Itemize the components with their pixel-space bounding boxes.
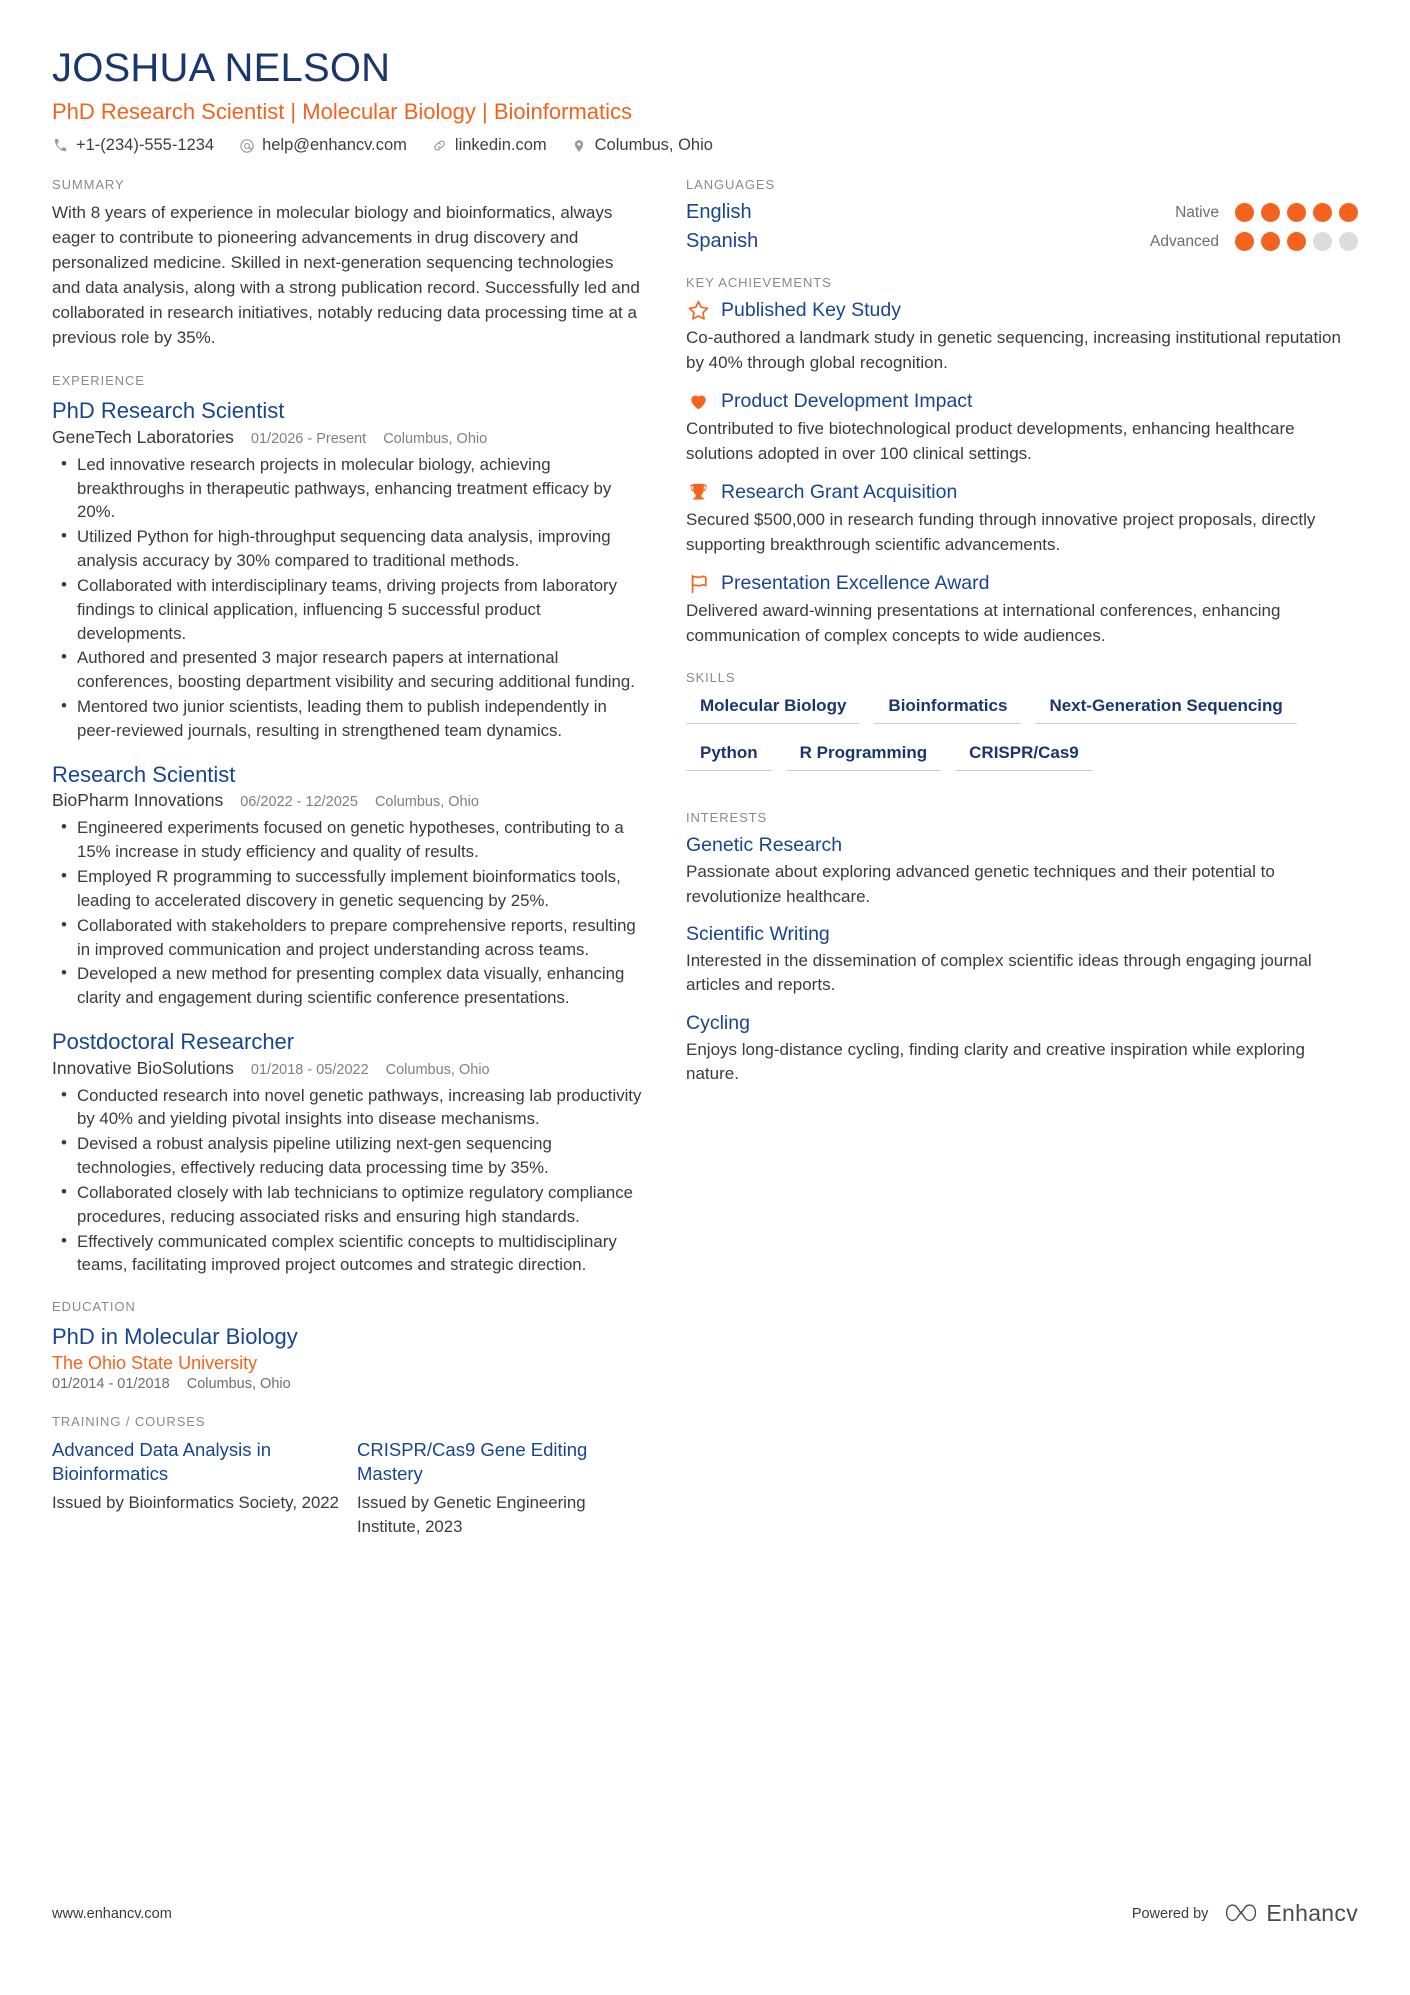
summary-text: With 8 years of experience in molecular biology and bioinformatics, always eager to contribute to pioneering advancements in drug discovery and personalized medicine. Skilled in next-generation sequencing technologies and data analysis, along with a strong publication record. Successfully led and collaborated in research initiatives, notably reducing data processing time at a previous role by 35%. [52, 203, 640, 348]
section-achievements [686, 275, 1358, 648]
experience-section-title: EXPERIENCE [52, 373, 145, 389]
experience-bullet: • Authored and presented 3 major research papers at international conferences, boosting department visibility and securing additional funding. [52, 646, 644, 694]
skill-tag: Bioinformatics [874, 694, 1021, 724]
experience-bullets [52, 1084, 644, 1278]
experience-list [52, 397, 644, 1277]
experience-bullet: • Led innovative research projects in molecular biology, achieving breakthroughs in therapeutic pathways, enhancing treatment efficacy by 20%. [52, 453, 644, 525]
star-outline-icon [686, 299, 711, 322]
experience-bullet: • Effectively communicated complex scientific concepts to multidisciplinary teams, facilitating improved project outcomes and strategic direction. [52, 1230, 644, 1278]
experience-company: GeneTech Laboratories [52, 426, 234, 447]
trophy-icon [686, 481, 711, 504]
section-interests [686, 810, 1358, 1087]
achievement-item [686, 390, 1358, 466]
experience-entry [52, 1028, 644, 1277]
experience-meta [52, 790, 644, 811]
powered-by-label: Powered by [1131, 1905, 1209, 1922]
proficiency-dot [1235, 203, 1254, 222]
interest-name: Genetic Research [686, 834, 843, 857]
footer-branding [1132, 1900, 1358, 1927]
contact-location [571, 136, 713, 155]
achievement-item [686, 481, 1358, 557]
education-section-title: EDUCATION [52, 1299, 136, 1315]
training-issuer: Issued by Bioinformatics Society, 2022 [52, 1493, 339, 1513]
experience-location: Columbus, Ohio [374, 794, 479, 811]
section-skills [686, 670, 1358, 788]
flag-outline-icon [686, 572, 711, 595]
contact-email[interactable] [238, 136, 407, 155]
experience-bullet: • Collaborated closely with lab technicians to optimize regulatory compliance procedures, reducing associated risks and ensuring high standards. [52, 1181, 644, 1229]
language-level: Native [1175, 203, 1219, 221]
section-languages [686, 177, 1358, 253]
contact-email-text: help@enhancv.com [262, 136, 407, 155]
experience-bullets [52, 816, 644, 1010]
proficiency-dot [1339, 232, 1358, 251]
achievement-head [686, 299, 1358, 322]
experience-company: BioPharm Innovations [52, 790, 224, 811]
proficiency-dot [1313, 203, 1332, 222]
experience-role: PhD Research Scientist [52, 398, 285, 424]
experience-bullet: • Utilized Python for high-throughput sequencing data analysis, improving analysis accuracy by 30% compared to traditional methods. [52, 525, 644, 573]
interest-desc: Interested in the dissemination of complex scientific ideas through engaging journal articles and reports. [686, 950, 1312, 995]
skills-list [686, 694, 1358, 788]
skills-section-title: SKILLS [686, 670, 736, 686]
proficiency-dot [1261, 232, 1280, 251]
interest-desc: Passionate about exploring advanced genetic techniques and their potential to revolutionize healthcare. [686, 862, 1275, 906]
training-name: CRISPR/Cas9 Gene Editing Mastery [357, 1438, 588, 1484]
language-name: Spanish [686, 230, 759, 253]
achievement-desc: Contributed to five biotechnological product developments, enhancing healthcare solutions adopted in over 100 clinical settings. [686, 419, 1295, 463]
right-column [664, 169, 1358, 1087]
training-item [357, 1438, 662, 1538]
training-issuer: Issued by Genetic Engineering Institute, 2023 [357, 1493, 586, 1536]
language-row [686, 230, 1358, 253]
training-item [52, 1438, 357, 1538]
proficiency-dot [1287, 232, 1306, 251]
contact-linkedin-text: linkedin.com [454, 136, 547, 155]
interests-section-title: INTERESTS [686, 810, 768, 826]
achievement-item [686, 572, 1358, 648]
experience-bullet: • Collaborated with stakeholders to prepare comprehensive reports, resulting in improved communication and project understanding across teams. [52, 914, 644, 962]
experience-meta [52, 1058, 644, 1079]
experience-role: Research Scientist [52, 761, 236, 787]
footer-url[interactable]: www.enhancv.com [52, 1905, 172, 1922]
interest-item [686, 923, 1358, 998]
experience-bullet: • Mentored two junior scientists, leading them to publish independently in peer-reviewed journals, resulting in strengthened team dynamics. [52, 695, 644, 743]
experience-role: Postdoctoral Researcher [52, 1029, 295, 1055]
skill-tag: CRISPR/Cas9 [955, 741, 1093, 771]
experience-bullet: • Devised a robust analysis pipeline utilizing next-gen sequencing technologies, effectively reducing data processing time by 35%. [52, 1132, 644, 1180]
enhancv-mark-icon [1224, 1901, 1258, 1927]
section-summary [52, 177, 644, 351]
proficiency-dot [1287, 203, 1306, 222]
enhancv-wordmark: Enhancv [1266, 1900, 1358, 1926]
language-proficiency-dots [1235, 232, 1358, 251]
experience-dates: 01/2018 - 05/2022 [250, 1061, 369, 1078]
resume-header [52, 46, 1358, 155]
experience-bullets [52, 453, 644, 743]
section-education [52, 1299, 644, 1392]
location-pin-icon [571, 137, 588, 154]
proficiency-dot [1339, 203, 1358, 222]
achievements-list [686, 299, 1358, 648]
skill-tag: Next-Generation Sequencing [1035, 694, 1296, 724]
language-name: English [686, 201, 752, 224]
training-section-title: TRAINING / COURSES [52, 1413, 206, 1429]
experience-entry [52, 397, 644, 743]
experience-bullet: • Collaborated with interdisciplinary teams, driving projects from laboratory findings to clinical application, influencing 5 successful product developments. [52, 574, 644, 646]
interest-name: Scientific Writing [686, 922, 830, 945]
interest-name: Cycling [686, 1011, 750, 1034]
interest-item [686, 1012, 1358, 1087]
training-name: Advanced Data Analysis in Bioinformatics [52, 1438, 272, 1484]
experience-dates: 01/2026 - Present [250, 430, 367, 447]
candidate-name: JOSHUA NELSON [52, 46, 391, 90]
language-row [686, 201, 1358, 224]
languages-list [686, 201, 1358, 253]
experience-bullet: • Engineered experiments focused on genetic hypotheses, contributing to a 15% increase in study efficiency and quality of results. [52, 816, 644, 864]
education-list [52, 1323, 644, 1392]
education-entry [52, 1323, 644, 1392]
interest-desc: Enjoys long-distance cycling, finding clarity and creative inspiration while exploring nature. [686, 1039, 1305, 1084]
proficiency-dot [1235, 232, 1254, 251]
candidate-headline: PhD Research Scientist | Molecular Biology | Bioinformatics [52, 98, 632, 124]
language-level: Advanced [1150, 232, 1219, 250]
education-degree: PhD in Molecular Biology [52, 1324, 298, 1350]
contact-phone[interactable] [52, 136, 214, 155]
experience-entry [52, 761, 644, 1010]
proficiency-dot [1261, 203, 1280, 222]
contact-location-text: Columbus, Ohio [594, 136, 713, 155]
interest-item [686, 834, 1358, 909]
proficiency-dot [1313, 232, 1332, 251]
achievements-section-title: KEY ACHIEVEMENTS [686, 275, 832, 291]
experience-dates: 06/2022 - 12/2025 [240, 794, 358, 811]
experience-meta [52, 427, 644, 448]
section-training [52, 1414, 644, 1538]
phone-icon [52, 137, 69, 154]
education-school: The Ohio State University [52, 1352, 258, 1373]
achievement-title: Presentation Excellence Award [721, 572, 990, 595]
contact-linkedin[interactable] [431, 136, 547, 155]
link-icon [431, 137, 448, 154]
achievement-item [686, 299, 1358, 375]
experience-company: Innovative BioSolutions [52, 1057, 234, 1078]
enhancv-logo [1224, 1900, 1358, 1927]
email-icon [238, 137, 255, 154]
achievement-title: Research Grant Acquisition [721, 481, 958, 504]
training-list [52, 1438, 644, 1538]
achievement-head [686, 390, 1358, 413]
achievement-desc: Co-authored a landmark study in genetic sequencing, increasing institutional reputation by 40% through global recognition. [686, 328, 1341, 372]
experience-bullet: • Conducted research into novel genetic pathways, increasing lab productivity by 40% and yielding pivotal insights into disease mechanisms. [52, 1084, 644, 1132]
languages-section-title: LANGUAGES [686, 177, 776, 193]
achievement-desc: Secured $500,000 in research funding through innovative project proposals, directly supporting breakthrough scientific advancements. [686, 510, 1316, 554]
language-proficiency-dots [1235, 203, 1358, 222]
contact-row [52, 136, 1358, 155]
experience-bullet: • Employed R programming to successfully implement bioinformatics tools, leading to accelerated discovery in genetic sequencing by 25%. [52, 865, 644, 913]
achievement-title: Product Development Impact [721, 390, 973, 413]
achievement-desc: Delivered award-winning presentations at international conferences, enhancing communication of complex concepts to wide audiences. [686, 601, 1281, 645]
experience-location: Columbus, Ohio [383, 430, 488, 447]
education-dates: 01/2014 - 01/2018 [52, 1375, 170, 1392]
experience-bullet: • Developed a new method for presenting complex data visually, enhancing clarity and engagement during scientific conference presentations. [52, 962, 644, 1010]
resume-columns [52, 169, 1358, 1538]
skill-tag: Molecular Biology [686, 694, 860, 724]
experience-location: Columbus, Ohio [385, 1061, 490, 1078]
contact-phone-text: +1-(234)-555-1234 [76, 136, 215, 155]
skill-tag: Python [686, 741, 772, 771]
education-meta [52, 1376, 644, 1392]
interests-list [686, 834, 1358, 1087]
achievement-head [686, 481, 1358, 504]
achievement-head [686, 572, 1358, 595]
education-location: Columbus, Ohio [186, 1375, 291, 1392]
summary-section-title: SUMMARY [52, 177, 125, 193]
section-experience [52, 373, 644, 1277]
achievement-title: Published Key Study [721, 299, 901, 322]
heart-filled-icon [686, 390, 711, 413]
skill-tag: R Programming [786, 741, 942, 771]
left-column [52, 169, 664, 1538]
resume-footer [52, 1900, 1358, 1927]
